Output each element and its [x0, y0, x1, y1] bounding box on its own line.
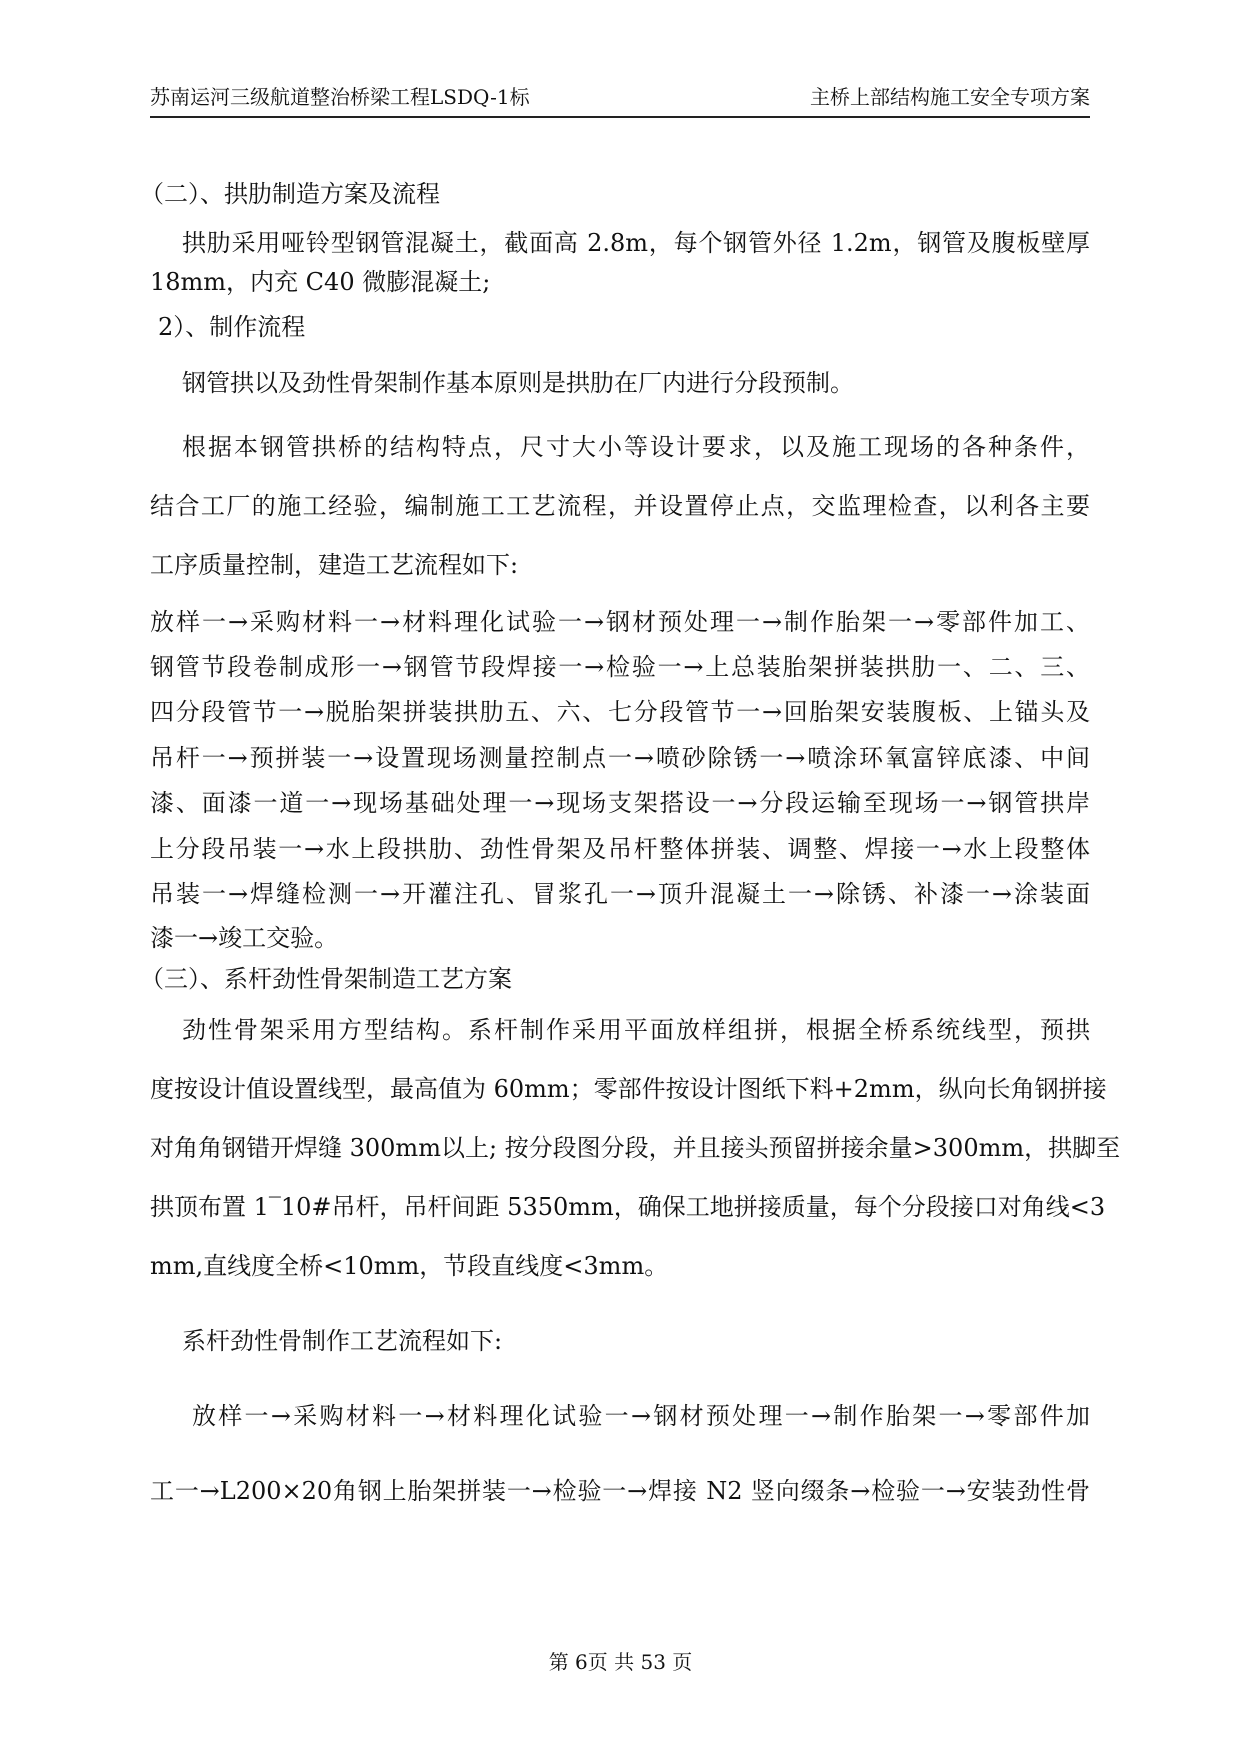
flow-line: 放样一→采购材料一→材料理化试验一→钢材预处理一→制作胎架一→零部件加 [192, 1402, 1090, 1430]
section-heading: （二）、拱肋制造方案及流程 [140, 180, 440, 208]
flow-line: 吊装一→焊缝检测一→开灌注孔、冒浆孔一→顶升混凝土一→除锈、补漆一→涂装面 [150, 880, 1090, 908]
page-header [150, 82, 1090, 118]
paragraph-line: 拱顶布置 1‾10#吊杆，吊杆间距 5350mm，确保工地拼接质量，每个分段接口对角线<3 [150, 1193, 1106, 1221]
paragraph-line: 结合工厂的施工经验，编制施工工艺流程，并设置停止点，交监理检查，以利各主要 [150, 492, 1090, 520]
flow-line: 漆、面漆一道一→现场基础处理一→现场支架搭设一→分段运输至现场一→钢管拱岸 [150, 789, 1090, 817]
subsection-heading: 2）、制作流程 [158, 313, 306, 341]
paragraph-line: 度按设计值设置线型，最高值为 60mm；零部件按设计图纸下料+2mm，纵向长角钢拼接 [150, 1075, 1107, 1103]
paragraph-line: mm,直线度全桥<10mm，节段直线度<3mm。 [150, 1252, 669, 1280]
paragraph-line: 18mm，内充 C40 微膨混凝土; [150, 268, 491, 296]
header-document-title: 主桥上部结构施工安全专项方案 [810, 85, 1090, 109]
flow-line: 漆一→竣工交验。 [150, 924, 339, 952]
flow-line: 钢管节段卷制成形一→钢管节段焊接一→检验一→上总装胎架拼装拱肋一、二、三、 [150, 653, 1090, 681]
flow-line: 工一→L200×20角钢上胎架拼装一→检验一→焊接 N2 竖向缀条→检验一→安装劲性骨 [150, 1477, 1090, 1505]
flow-line: 吊杆一→预拼装一→设置现场测量控制点一→喷砂除锈一→喷涂环氧富锌底漆、中间 [150, 744, 1090, 772]
paragraph-line: 对角角钢错开焊缝 300mm以上; 按分段图分段，并且接头预留拼接余量>300mm，拱脚至 [150, 1134, 1121, 1162]
paragraph-line: 系杆劲性骨制作工艺流程如下: [182, 1327, 503, 1355]
flow-line: 上分段吊装一→水上段拱肋、劲性骨架及吊杆整体拼装、调整、焊接一→水上段整体 [150, 835, 1090, 863]
header-project-title: 苏南运河三级航道整治桥梁工程LSDQ-1标 [150, 85, 530, 109]
paragraph-line: 工序质量控制，建造工艺流程如下: [150, 551, 519, 579]
paragraph-line: 拱肋采用哑铃型钢管混凝土，截面高 2.8m，每个钢管外径 1.2m，钢管及腹板壁厚 [182, 229, 1090, 257]
paragraph-line: 根据本钢管拱桥的结构特点，尺寸大小等设计要求，以及施工现场的各种条件， [182, 433, 1090, 461]
paragraph-line: 劲性骨架采用方型结构。系杆制作采用平面放样组拼，根据全桥系统线型，预拱 [182, 1016, 1090, 1044]
flow-line: 放样一→采购材料一→材料理化试验一→钢材预处理一→制作胎架一→零部件加工、 [150, 608, 1090, 636]
paragraph-line: 钢管拱以及劲性骨架制作基本原则是拱肋在厂内进行分段预制。 [182, 369, 854, 397]
flow-line: 四分段管节一→脱胎架拼装拱肋五、六、七分段管节一→回胎架安装腹板、上锚头及 [150, 698, 1090, 726]
page-number: 第 6页 共 53 页 [548, 1650, 693, 1674]
section-heading: （三）、系杆劲性骨架制造工艺方案 [140, 965, 512, 993]
